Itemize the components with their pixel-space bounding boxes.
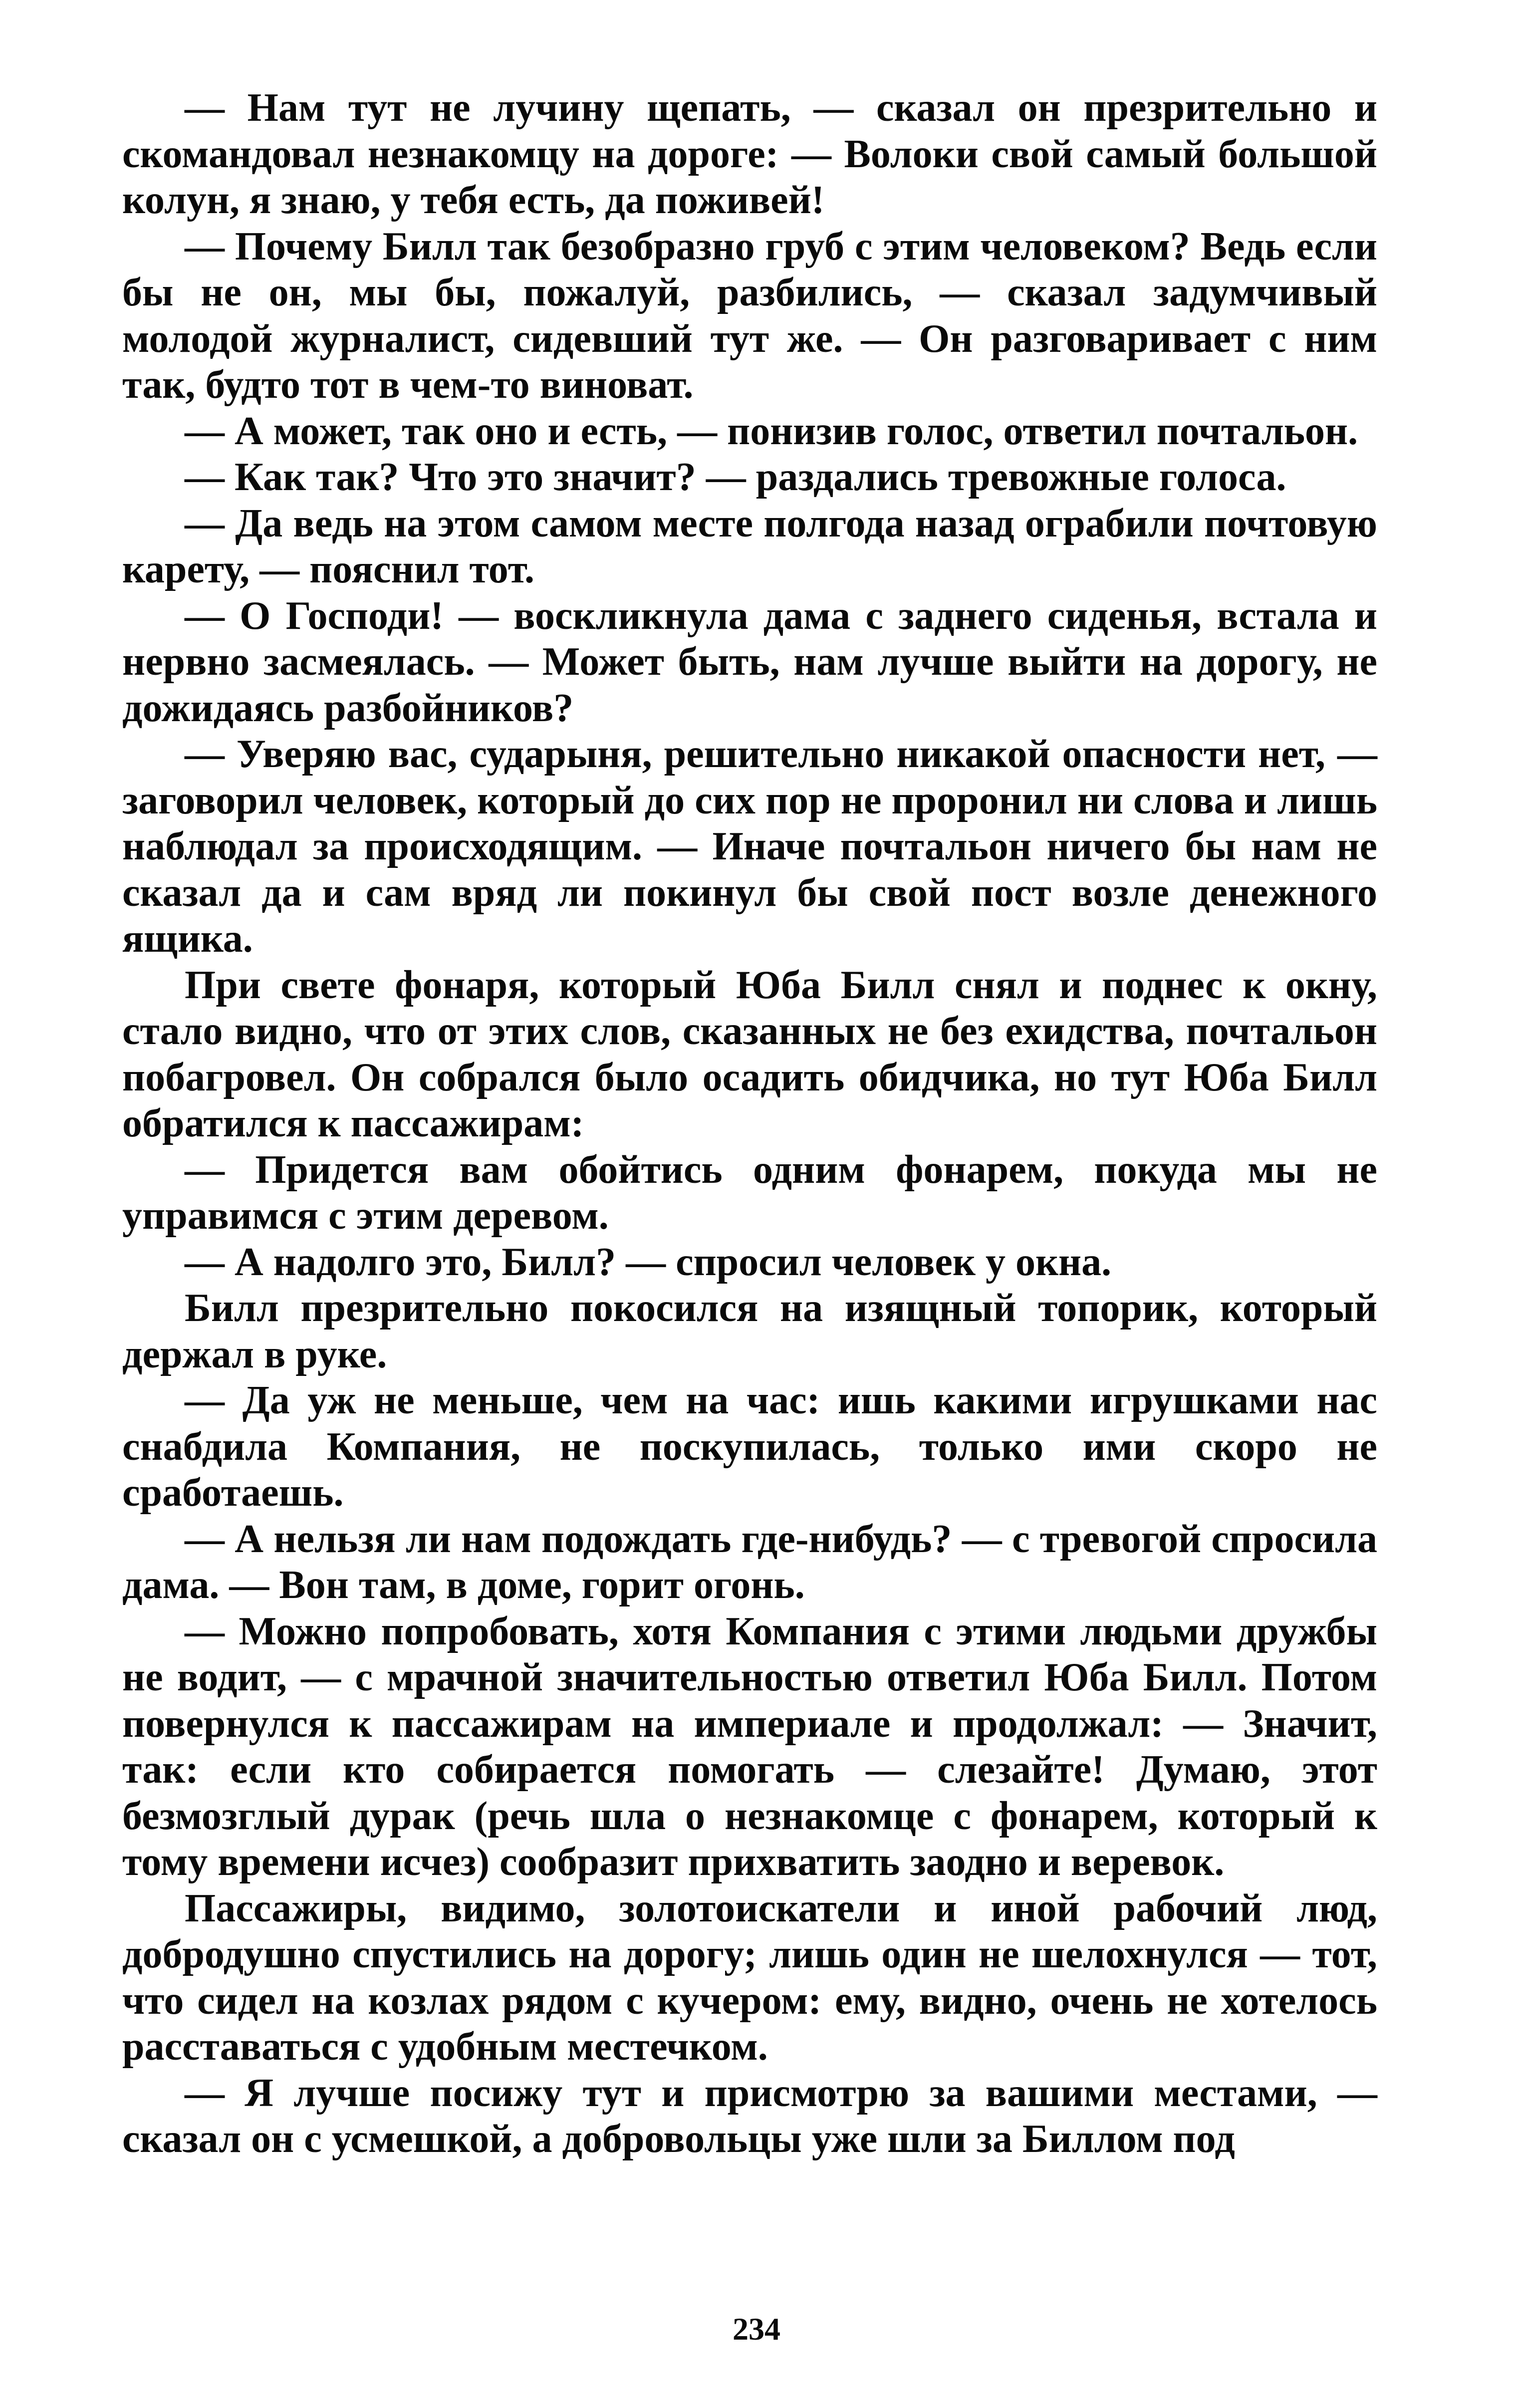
paragraph: Пассажиры, видимо, золотоискатели и иной рабочий люд, добродушно спустились на дорогу; лишь один не шелохнулся — тот, что сидел на козлах рядом с кучером: ему, видно, очень не хотелось расставаться с удобным местечком. xyxy=(122,1886,1377,2069)
page-number: 234 xyxy=(733,2311,780,2347)
paragraph: — Да уж не меньше, чем на час: ишь какими игрушками нас снабдила Компания, не поскупилась, только ими скоро не сработаешь. xyxy=(122,1378,1377,1515)
paragraph: — Я лучше посижу тут и присмотрю за вашими местами, — сказал он с усмешкой, а добровольцы уже шли за Биллом под xyxy=(122,2071,1377,2161)
paragraph: — А может, так оно и есть, — понизив голос, ответил почтальон. xyxy=(185,409,1358,453)
paragraph: — Придется вам обойтись одним фонарем, покуда мы не управимся с этим деревом. xyxy=(122,1147,1377,1238)
paragraph: — Да ведь на этом самом месте полгода назад ограбили почтовую карету, — пояснил тот. xyxy=(122,501,1377,591)
paragraph: — Нам тут не лучину щепать, — сказал он презрительно и скомандовал незнакомцу на дороге: — Волоки свой самый большой колун, я знаю, у тебя есть, да поживей! xyxy=(122,86,1377,222)
paragraph: Билл презрительно покосился на изящный топорик, который держал в руке. xyxy=(122,1286,1377,1376)
paragraph: — А нельзя ли нам подождать где-нибудь? — с тревогой спросила дама. — Вон там, в доме, горит огонь. xyxy=(122,1517,1377,1607)
paragraph: — Как так? Что это значит? — раздались тревожные голоса. xyxy=(185,455,1286,499)
page-text xyxy=(122,85,1377,2331)
paragraph: — А надолго это, Билл? — спросил человек у окна. xyxy=(185,1240,1112,1284)
paragraph: — Почему Билл так безобразно груб с этим человеком? Ведь если бы не он, мы бы, пожалуй, разбились, — сказал задумчивый молодой журналист, сидевший тут же. — Он разговаривает с ним так, будто тот в чем-то виноват. xyxy=(122,224,1377,407)
paragraph: — Можно попробовать, хотя Компания с этими людьми дружбы не водит, — с мрачной значительностью ответил Юба Билл. Потом повернулся к пассажирам на империале и продолжал: — Значит, так: если кто собирается помогать — слезайте! Думаю, этот безмозглый дурак (речь шла о незнакомце с фонарем, который к тому времени исчез) сообразит прихватить заодно и веревок. xyxy=(122,1609,1377,1884)
paragraph: — О Господи! — воскликнула дама с заднего сиденья, встала и нервно засмеялась. — Может быть, нам лучше выйти на дорогу, не дожидаясь разбойников? xyxy=(122,593,1377,730)
paragraph: При свете фонаря, который Юба Билл снял и поднес к окну, стало видно, что от этих слов, сказанных не без ехидства, почтальон побагровел. Он собрался было осадить обидчика, но тут Юба Билл обратился к пассажирам: xyxy=(122,963,1377,1145)
paragraph: — Уверяю вас, сударыня, решительно никакой опасности нет, — заговорил человек, который до сих пор не проронил ни слова и лишь наблюдал за происходящим. — Иначе почтальон ничего бы нам не сказал да и сам вряд ли покинул бы свой пост возле денежного ящика. xyxy=(122,732,1377,961)
